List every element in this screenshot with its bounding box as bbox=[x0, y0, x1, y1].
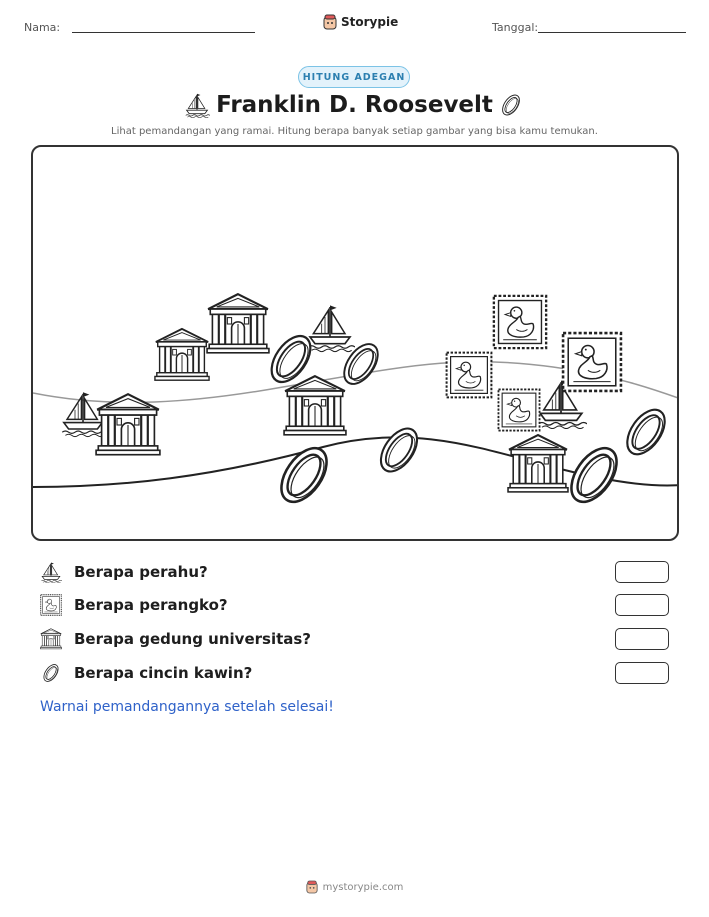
question-row-boats bbox=[40, 559, 672, 585]
university-icon bbox=[207, 294, 269, 353]
site-footer bbox=[0, 880, 709, 894]
stamp-icon bbox=[563, 333, 621, 391]
stamp-icon bbox=[447, 353, 492, 398]
question-row-universities bbox=[40, 626, 672, 652]
date-label: Tanggal: bbox=[492, 21, 539, 34]
ring-icon bbox=[498, 92, 524, 118]
answer-box-stamps[interactable] bbox=[615, 594, 669, 616]
instructions: Lihat pemandangan yang ramai. Hitung berapa banyak setiap gambar yang bisa kamu temukan. bbox=[111, 126, 598, 137]
site-url: mystorypie.com bbox=[322, 881, 404, 893]
scene-canvas bbox=[33, 147, 679, 541]
date-field[interactable] bbox=[538, 32, 686, 33]
answer-box-rings[interactable] bbox=[615, 662, 669, 684]
ring-icon bbox=[40, 662, 62, 684]
storypie-mascot-icon bbox=[306, 880, 318, 894]
ring-icon bbox=[337, 338, 384, 390]
university-icon bbox=[96, 394, 160, 455]
ring-icon bbox=[562, 440, 625, 510]
brand-name: Storypie bbox=[341, 15, 399, 29]
answer-box-boats[interactable] bbox=[615, 561, 669, 583]
storypie-mascot-icon bbox=[323, 14, 337, 30]
question-text: Berapa cincin kawin? bbox=[74, 664, 253, 682]
ring-icon bbox=[620, 403, 673, 461]
answer-box-universities[interactable] bbox=[615, 628, 669, 650]
name-label: Nama: bbox=[24, 21, 61, 34]
stamp-icon bbox=[40, 594, 62, 616]
stamp-icon bbox=[498, 389, 539, 430]
ring-icon bbox=[272, 440, 335, 510]
university-icon bbox=[40, 628, 62, 650]
question-row-stamps bbox=[40, 592, 672, 618]
coloring-note: Warnai pemandangannya setelah selesai! bbox=[40, 699, 334, 715]
ring-icon bbox=[374, 422, 425, 478]
brand-logo bbox=[323, 14, 398, 30]
question-text: Berapa perangko? bbox=[74, 596, 228, 614]
name-field[interactable] bbox=[72, 32, 255, 33]
activity-badge: HITUNG ADEGAN bbox=[298, 66, 410, 88]
question-text: Berapa gedung universitas? bbox=[74, 630, 312, 648]
stamp-icon bbox=[494, 296, 546, 348]
page-title: Franklin D. Roosevelt bbox=[216, 92, 493, 118]
university-icon bbox=[508, 435, 568, 492]
boat-icon bbox=[40, 561, 62, 583]
question-text: Berapa perahu? bbox=[74, 563, 208, 581]
counting-scene bbox=[31, 145, 679, 541]
university-icon bbox=[155, 329, 209, 380]
question-row-rings bbox=[40, 660, 672, 686]
boat-icon bbox=[308, 305, 355, 351]
